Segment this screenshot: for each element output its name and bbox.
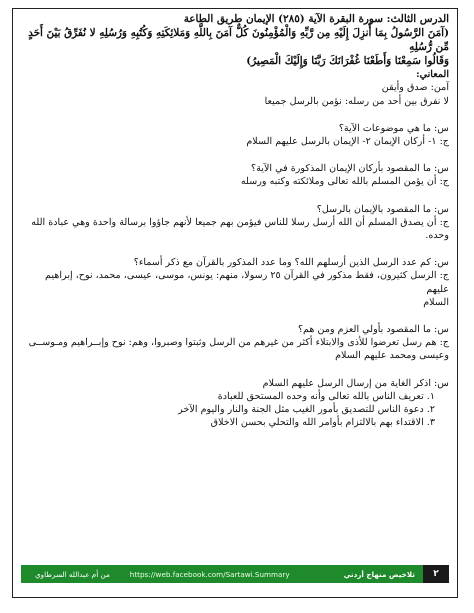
- verse-line-2: وَقَالُوا سَمِعْنَا وَأَطَعْنَا غُفْرَانَكَ رَبَّنَا وَإِلَيْكَ الْمَصِيرُ): [246, 55, 449, 68]
- footer-link[interactable]: https://web.facebook.com/Sartawi.Summary: [129, 569, 290, 579]
- page-number: ٢: [423, 565, 449, 583]
- answer-3: ج: أن يصدق المسلم أن الله أرسل رسلا للناس فيؤمن بهم جميعا لأنهم جاؤوا برسالة واحدة وهي عبادة الله وحده.: [31, 216, 449, 242]
- meaning-1: آمن: صدق وأيقن: [381, 82, 449, 94]
- question-5: س: ما المقصود بأولي العزم ومن هم؟: [297, 324, 449, 336]
- answer-4-line-2: السلام: [423, 296, 449, 308]
- answer-6-item-3: ٣. الاقتداء بهم بالالتزام بأوامر الله والتحلي بحسن الاخلاق: [210, 417, 435, 429]
- footer-bar: [21, 565, 449, 583]
- question-2: س: ما المقصود بأركان الإيمان المذكورة في الآية؟: [251, 163, 449, 175]
- question-3: س: ما المقصود بالإيمان بالرسل؟: [316, 203, 449, 215]
- verse-line-1: (آمَنَ الرَّسُولُ بِمَا أُنزِلَ إِلَيْهِ مِن رَّبِّهِ وَالْمُؤْمِنُونَ كُلٌّ آمَنَ بِاللَّهِ وَمَلائِكَتِهِ وَكُتُبِهِ وَرُسُلِهِ لا نُفَرِّقُ بَيْنَ أَحَدٍ مِّن رُّسُلِهِ: [28, 27, 449, 54]
- answer-6-item-2: ٢. دعوة الناس للتصديق بأمور الغيب مثل الجنة والنار واليوم الآخر: [178, 404, 435, 416]
- lesson-title: الدرس الثالث: سورة البقرة الآية (٢٨٥) الإيمان طريق الطاعة: [183, 13, 449, 25]
- footer-title: تلاخيص منهاج أردني: [343, 569, 415, 579]
- answer-2: ج: أن يؤمن المسلم بالله تعالى وملائكته وكتبه ورسله: [240, 176, 449, 188]
- meaning-2: لا نفرق بين أحد من رسله: نؤمن بالرسل جميعا: [264, 95, 449, 107]
- footer-author: من أم عبدالله السرطاوي: [35, 569, 110, 579]
- question-6: س: اذكر الغاية من إرسال الرسل عليهم السلام: [262, 377, 449, 389]
- document-page: [12, 8, 458, 598]
- answer-5-line-2: وعيسى ومحمد عليهم السلام: [335, 350, 449, 362]
- answer-6-item-1: ١. تعريف الناس بالله تعالى وأنه وحده المستحق للعبادة: [217, 390, 435, 402]
- answer-5-line-1: ج: هم رسل تعرضوا للأذى والابتلاء أكثر من غيرهم من الرسل وثبتوا وصبروا، وهم: نوح وإبــراهيم ومـوســى: [28, 337, 449, 349]
- answer-4-line-1: ج: الرسل كثيرون، فقط مذكور في القرآن ٢٥ رسولا، منهم: يونس، موسى، عيسى، محمد، نوح، إبراهيم عليهم: [45, 270, 449, 295]
- question-1: س: ما هي موضوعات الآية؟: [338, 122, 449, 134]
- question-4: س: كم عدد الرسل الذين أرسلهم الله؟ وما عدد المذكور بالقرآن مع ذكر أسماء؟: [133, 257, 449, 269]
- answer-1: ج: ١- أركان الإيمان ٢- الإيمان بالرسل عليهم السلام: [246, 136, 449, 148]
- meanings-heading: المعاني:: [416, 69, 449, 81]
- lesson-content: [21, 13, 449, 429]
